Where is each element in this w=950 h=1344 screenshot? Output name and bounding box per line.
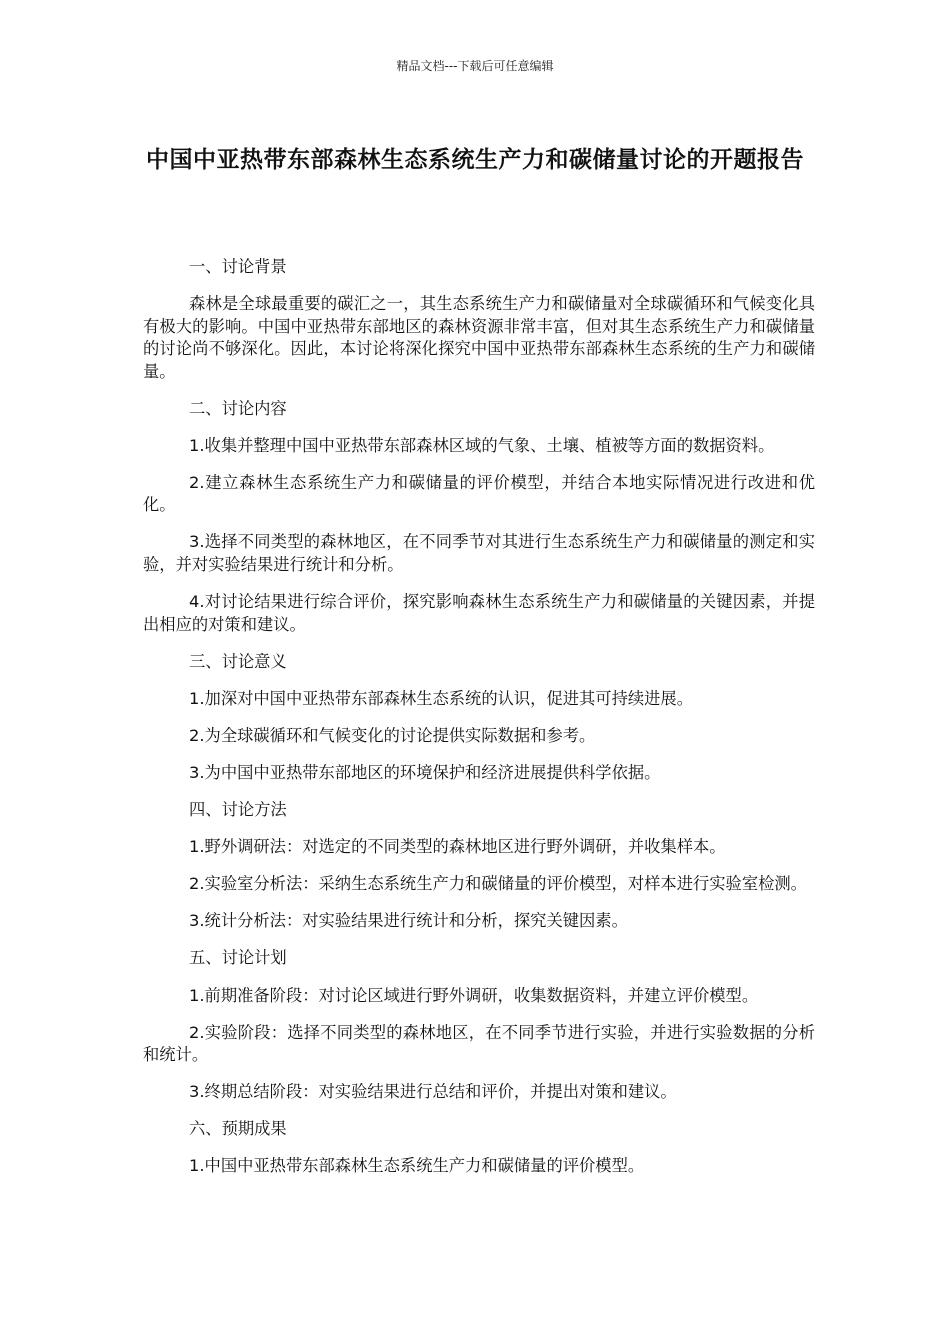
section-heading: 一、讨论背景 [189, 257, 287, 276]
paragraph: 1.中国中亚热带东部森林生态系统生产力和碳储量的评价模型。 [189, 1156, 645, 1176]
paragraph: 1.野外调研法：对选定的不同类型的森林地区进行野外调研，并收集样本。 [189, 837, 726, 857]
paragraph: 1.前期准备阶段：对讨论区域进行野外调研，收集数据资料，并建立评价模型。 [189, 985, 759, 1005]
paragraph: 2.实验室分析法：采纳生态系统生产力和碳储量的评价模型，对样本进行实验室检测。 [189, 874, 807, 894]
page-header: 精品文档---下载后可任意编辑 [396, 59, 554, 73]
section-heading: 五、讨论计划 [189, 948, 287, 968]
paragraph: 2.实验阶段：选择不同类型的森林地区，在不同季节进行实验，并进行实验数据的分析和统计。 [143, 1022, 815, 1065]
section-heading: 四、讨论方法 [189, 800, 287, 820]
paragraph: 1.加深对中国中亚热带东部森林生态系统的认识，促进其可持续进展。 [189, 688, 693, 708]
paragraph: 3.统计分析法：对实验结果进行统计和分析，探究关键因素。 [189, 911, 628, 931]
paragraph: 2.建立森林生态系统生产力和碳储量的评价模型，并结合本地实际情况进行改进和优化。 [143, 472, 815, 515]
paragraph: 4.对讨论结果进行综合评价，探究影响森林生态系统生产力和碳储量的关键因素，并提出相应的对策和建议。 [143, 592, 815, 634]
document-title: 中国中亚热带东部森林生态系统生产力和碳储量讨论的开题报告 [146, 147, 804, 173]
section-heading: 六、预期成果 [189, 1119, 287, 1139]
paragraph: 2.为全球碳循环和气候变化的讨论提供实际数据和参考。 [189, 725, 596, 745]
paragraph: 森林是全球最重要的碳汇之一，其生态系统生产力和碳储量对全球碳循环和气候变化具有极大的影响。中国中亚热带东部地区的森林资源非常丰富，但对其生态系统生产力和碳储量的讨论尚不够深化。因此，本讨论将深化探究中国中亚热带东部森林生态系统的生产力和碳储量。 [143, 294, 815, 381]
section-heading: 三、讨论意义 [189, 651, 287, 671]
paragraph: 3.为中国中亚热带东部地区的环境保护和经济进展提供科学依据。 [189, 762, 661, 782]
paragraph: 1.收集并整理中国中亚热带东部森林区域的气象、土壤、植被等方面的数据资料。 [189, 435, 775, 455]
document-body [143, 256, 815, 1192]
paragraph: 3.选择不同类型的森林地区，在不同季节对其进行生态系统生产力和碳储量的测定和实验，并对实验结果进行统计和分析。 [143, 532, 815, 574]
paragraph: 3.终期总结阶段：对实验结果进行总结和评价，并提出对策和建议。 [189, 1082, 677, 1102]
section-heading: 二、讨论内容 [189, 398, 287, 418]
